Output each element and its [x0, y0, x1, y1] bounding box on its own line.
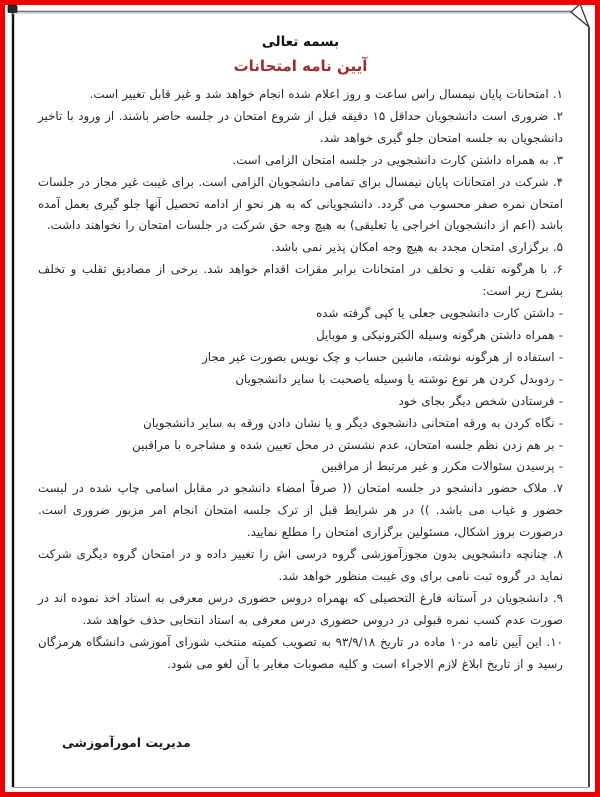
- list-item: - همراه داشتن هرگونه وسیله الکترونیکی و موبایل: [316, 327, 563, 342]
- clause-10: ۱۰. این آیین نامه در۱۰ ماده در تاریخ ۹۳/۹/۱۸ به تصویب کمیته منتخب شورای آموزشی دانشگاه هرمزگان رسید و از تاریخ ابلاغ لازم الاجراء است و کلیه مصوبات مغایر با آن لغو می شود.: [38, 634, 563, 671]
- folded-corner-icon: [571, 4, 589, 27]
- clause-9: ۹. دانشجویان در آستانه فارغ التحصیلی که بهمراه دروس حضوری درس معرفی به استاد اخذ نموده اند در صورت عدم کسب نمره قبولی در دروس حضوری درس معرفی به استاد انتخابی حذف خواهد شد.: [38, 590, 563, 627]
- clause-8: ۸. چنانچه دانشجویی بدون مجوزآموزشی گروه درسی اش را تغییر داده و در امتحان گروه دیگری شرکت نماید در گروه ثبت نامی برای وی غیبت منظور خواهد شد.: [38, 547, 563, 583]
- clause-1: ۱. امتحانات پایان نیمسال راس ساعت و روز اعلام شده انجام خواهد شد و غیر قابل تغییر است.: [89, 87, 563, 101]
- list-item: - استفاده از هرگونه نوشته، ماشین حساب و چک نویس بصورت غیر مجاز: [202, 349, 563, 364]
- clause-5: ۵. برگزاری امتحان مجدد به هیچ وجه امکان پذیر نمی باشد.: [271, 240, 563, 255]
- document-body: [38, 0, 563, 675]
- list-item: - نگاه کردن به ورقه امتحانی دانشجوی دیگر و یا نشان دادن ورقه به سایر دانشجویان: [143, 415, 563, 430]
- pin-icon: [8, 2, 17, 18]
- list-item: - فرستادن شخص دیگر بجای خود: [398, 393, 563, 408]
- clause-7: ۷. ملاک حضور دانشجو در جلسه امتحان (( صرفاً امضاء دانشجو در مقابل اسامی چاپ شده در لیست حضور و غیاب می باشد. )) در هر شرایط قبل از ترک جلسه امتحان انجام امر مزبور ضروری است. درصورت بروز اشکال، مسئولین برگزاری امتحان را مطلع نمایید.: [38, 481, 563, 540]
- list-item: - پرسیدن سئوالات مکرر و غیر مرتبط از مراقبین: [321, 459, 563, 474]
- list-item: - بر هم زدن نظم جلسه امتحان، عدم نشستن در محل تعیین شده و مشاجره با مراقبین: [132, 437, 563, 452]
- clause-6: ۶. با هرگونه تقلب و تخلف در امتحانات برابر مقرات اقدام خواهد شد. برخی از مصادیق تقلب و تخلف بشرح زیر است:: [38, 262, 563, 299]
- clause-2: ۲. ضروری است دانشجویان حداقل ۱۵ دقیقه قبل از شروع امتحان در جلسه حاضر باشند. از ورود با تاخیر دانشجویان به جلسه امتحان جلو گیری خواهد شد.: [38, 108, 563, 145]
- regulation-list: [38, 84, 563, 675]
- clause-4: ۴. شرکت در امتحانات پایان نیمسال برای تمامی دانشجویان الزامی است. برای غیبت غیر مجاز در جلسات امتحان نمره صفر محسوب می گردد. دانشجویانی که به هر نحو از ادامه تحصیل آنها جلو گیری بعمل آمده باشد (اعم از دانشجویان اخراجی یا تعلیقی) به هیچ وجه حق شرکت در جلسات امتحان را نخواهند داشت.: [38, 174, 563, 233]
- page-title: آیین نامه امتحانات: [233, 57, 368, 75]
- signature: مدیریت امورآموزشی: [62, 735, 191, 750]
- bismillah-heading: بسمه تعالی: [261, 34, 340, 50]
- list-item: - داشتن کارت دانشجویی جعلی یا کپی گرفته شده: [316, 306, 563, 321]
- list-item: - ردوبدل کردن هر نوع نوشته یا وسیله یاصحبت با سایر دانشجویان: [235, 371, 563, 386]
- clause-3: ۳. به همراه داشتن کارت دانشجویی در جلسه امتحان الزامی است.: [232, 152, 563, 167]
